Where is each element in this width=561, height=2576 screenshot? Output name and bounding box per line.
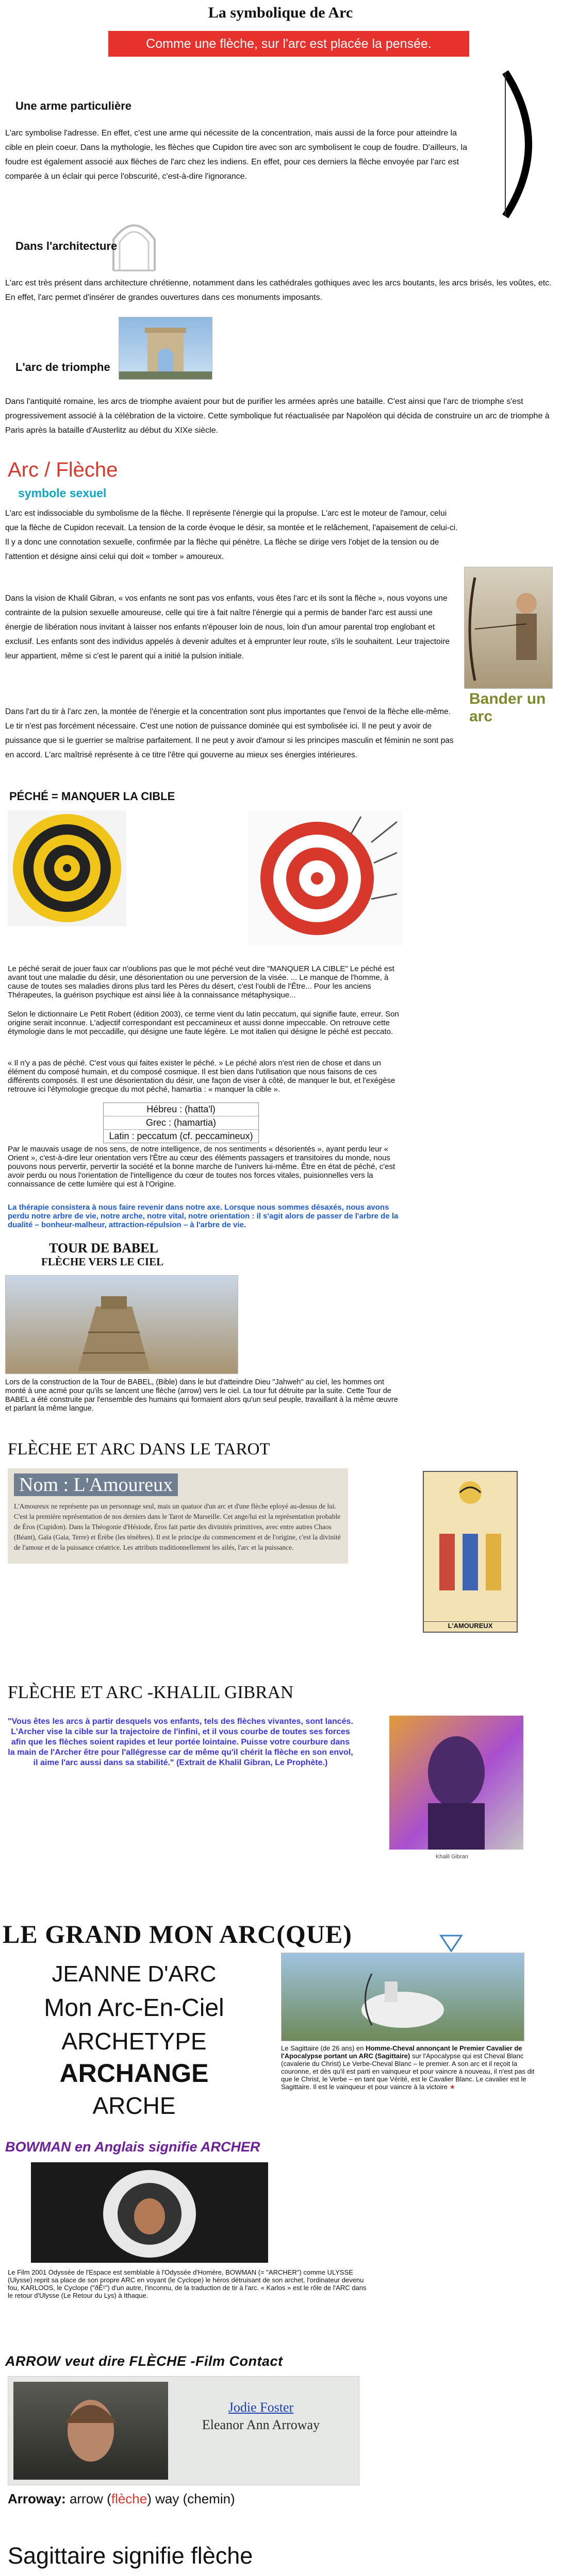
- arc-word-archange: ARCHANGE: [59, 2059, 209, 2088]
- caption-bander-un-arc: Bander un arc: [469, 690, 546, 725]
- peche-text-5: La thérapie consistera à nous faire revenir dans notre axe. Lorsque nous sommes désaxés, nous avons perdu notre arbre de vie, notre arche, notre vital, notre orientation : il s'agit alors de passer de l'arbre de la dualité – bonheur-malheur, attraction-répulsion – à l'arbre de vie.: [8, 1203, 399, 1229]
- bowman-caption: Le Film 2001 Odyssée de l'Espace est semblable à l'Odyssée d'Homère, BOWMAN (= "ARCHER") comme ULYSSE (Ulysse) reprit sa place de son propre ARC en voyant (le Cyclope) le héros détruisant de son archet, l'ordinateur devenu fou, KARLOOS, le Cyclope ("ðÊ¹") d'un autre, l'inconnu, de la traduction de tir à l'arc. « Karlos » est le rôle de l'ARC dans le retour d'Ulysse (Le Retour du Lys) à Ithaque.: [8, 2268, 367, 2299]
- contact-panel: [8, 2376, 359, 2485]
- sagittarius-caption-emph: Homme-Cheval annonçant le Premier Cavalier de l'Apocalypse portant un ARC (Sagittaire): [281, 2044, 522, 2060]
- tarot-card-image: [423, 1471, 518, 1633]
- section-text-arc-fleche-2: Dans la vision de Khalil Gibran, « vos enfants ne sont pas vos enfants, vous êtes l'arc et ils sont la flèche », nous voyons une contrainte de la pulsion sexuelle amoureuse, celle qui tire à fait naître l'énergie qui a permis de bander l'arc est aussi une énergie de libération nous invitant à laisser nos enfants n'épouser loin de nous, loin d'un amour parental trop englobant et exclusif. Les enfants sont des individus appelés à devenir adultes et à emprunter leur route, s'ils le souhaitent. Leur trajectoire leur appartient, même si c'est le parent qui a initié la pulsion initiale.: [5, 594, 450, 660]
- section-title-architecture: Dans l'architecture: [15, 240, 118, 252]
- arc-word-archetype: ARCHETYPE: [61, 2028, 207, 2055]
- arroway-paren-close: ) way (chemin): [147, 2491, 235, 2506]
- arroway-line: [8, 2491, 235, 2507]
- sagittarius-horse-image: [281, 1953, 524, 2041]
- etymology-row: Hébreu : (hatta'l): [146, 1104, 216, 1114]
- arc-word-arc-en-ciel: Mon Arc-En-Ciel: [44, 1994, 224, 2022]
- section-title-babel: TOUR DE BABEL: [49, 1241, 158, 1256]
- arrow-down-icon: [438, 1933, 464, 1954]
- section-title-peche: PÉCHÉ = MANQUER LA CIBLE: [9, 790, 175, 803]
- etymology-row: Grec : (hamartia): [104, 1116, 258, 1129]
- section-subtitle-symbole: symbole sexuel: [18, 486, 107, 500]
- target-with-arrows-icon: [248, 811, 402, 945]
- page-title: La symbolique de Arc: [208, 4, 353, 21]
- arc-word-jeanne: JEANNE D'ARC: [52, 1961, 217, 1987]
- sagittarius-caption-intro: Le Sagittaire (de 26 ans) en: [281, 2044, 366, 2052]
- arc-de-triomphe-image: [119, 317, 212, 380]
- arroway-paren-open: (: [103, 2491, 111, 2506]
- section-text-arc-fleche-1: L'arc est indissociable du symbolisme de la flèche. Il représente l'énergie qui la propulse. L'arc est le moteur de l'amour, celui que la flèche de Cupidon recevait. La tension de la corde évoque le désir, sa montée et le relâchement, l'apaisement de celui-ci. Il y a donc une connotation sexuelle, confirmée par la flèche qui pénètre. La flèche se dirige vers l'objet de la tension ou de l'attention et désigne ainsi celui qui doit « tomber » amoureux.: [5, 509, 458, 561]
- sagittarius-caption-rest: sur l'Apocalypse qui est Cheval Blanc (cavalerie du Christ) Le Verbe-Cheval Blanc – le premier. A son arc et il reçoit la couronne, et dès qu'il est parti en vainqueur et pour vaincre à nouveau, il n'est pas dit que le Christ, le Verbe – en tant que Vérité, est le Cavalier Blanc. Le cavalier est le Sagittaire.: [281, 2052, 535, 2091]
- star-icon: ★: [449, 2083, 456, 2091]
- tarot-subtitle: Nom : L'Amoureux: [14, 1473, 178, 1496]
- contact-names: [178, 2400, 343, 2433]
- sagittarius-caption-end: Il est le vainqueur et pour vaincre à la victoire: [313, 2083, 448, 2091]
- tarot-text: L'Amoureux ne représente pas un personnage seul, mais un quatuor d'un arc et d'une flèche eployé au-dessus de lui. C'est la première représentation de nos derniers dans le Tarot de Marseille. Cet ange/lui est la représentation probable de Éros (Cupidon). Dans la Théogonie d'Hésiode, Éros fait partie des divinités primitives, avec entre autres Chaos (Béant), Gaïa (Gaia, Terre) et Érèbe (les ténèbres). Il est le principe du commencement et de l'origine, c'est la divinité de l'amour et de la puissance créatrice. Les attributs traditionnellement les ailés, l'arc et la puissance.: [14, 1502, 341, 1551]
- babel-caption: Lors de la construction de la Tour de BABEL, (Bible) dans le but d'atteindre Dieu "Jahweh" au ciel, les hommes ont monté à une acmé pour qu'ils se lancent une flèche (arrow) vers le ciel. La tour fut détruite par la suite. Cette Tour de BABEL a été construite par l'ensemble des humains qui formaient alors qu'un seul peuple, travaillant à la même œuvre et parlant la même langue.: [5, 1378, 398, 1413]
- section-text-architecture: L'arc est très présent dans architecture chrétienne, notamment dans les cathédrales gothiques avec les arcs boutants, les arcs brisés, les voûtes, etc. En effet, l'arc permet d'insérer de grandes ouvertures dans ces monuments imposants.: [5, 279, 552, 302]
- section-title-gibran: FLÈCHE ET ARC -KHALIL GIBRAN: [8, 1682, 294, 1702]
- arroway-word-arrow: arrow: [69, 2491, 103, 2506]
- section-title-arc-de-triomphe: L'arc de triomphe: [15, 361, 110, 374]
- section-title-grand-mon-arc: LE GRAND MON ARC(QUE): [3, 1920, 352, 1948]
- tour-de-babel-image: [5, 1275, 238, 1374]
- header-banner-text: Comme une flèche, sur l'arc est placée la pensée.: [146, 36, 432, 51]
- section-text-une-arme: L'arc symbolise l'adresse. En effet, c'est une arme qui nécessite de la concentration, mais aussi de la force pour atteindre la cible en plein coeur. Dans la mythologie, les flèches que Cupidon tire avec son arc symbolisent le coup de foudre. D'ailleurs, la foudre est également associé aux flèches de l'arc chez les indiens. En effet, pour ces derniers la flèche envoyée par l'arc est comparée à un éclair qui perce l'obscurité, c'est-à-dire l'ignorance.: [5, 129, 467, 181]
- bow-icon: [495, 67, 541, 222]
- section-text-arc-de-triomphe: Dans l'antiquité romaine, les arcs de triomphe avaient pour but de purifier les armées après une bataille. C'est ainsi que l'arc de triomphe s'est progressivement associé à la célébration de la victoire. Cette symbolique fut réactualisée par Napoléon qui décida de construire un arc de triomphe à Paris après la bataille d'Austerlitz au début du XIXe siècle.: [5, 397, 550, 435]
- peche-text-4: Par le mauvais usage de nos sens, de notre intelligence, de nos sentiments « désorientés », ayant perdu leur « Orient », c'est-à-dire leur orientation vers l'Être au cœur des éléments passagers et transitoires du monde, nous pouvons nous pervertir, pervertir la société et la bonne marche de l'univers lui-même. Être en état de péché, c'est avoir perdu ou nous l'orientation de l'intelligence du cœur de toutes nos forces vitales, puisionnelles vers la connaissance de cette lumière qui est à l'Origine.: [8, 1145, 395, 1189]
- tarot-card-label: L'AMOUREUX: [424, 1621, 517, 1630]
- peche-text-3: « Il n'y a pas de péché. C'est vous qui faites exister le péché. » Le péché alors n'est rien de chose et dans un élément du composé humain, et du composé cosmique. Il est bien dans l'utilisation que nous faisons de ces différents composés. Il est une désorientation du désir, une façon de viser à côté, de manquer le but, et l'exégèse retrouve ici l'étymologie grecque du mot péché, hamartia : « manquer la cible ».: [8, 1059, 395, 1094]
- arc-word-arche: ARCHE: [92, 2092, 176, 2119]
- gibran-photo: [389, 1716, 523, 1850]
- sagittarius-caption: [281, 2044, 541, 2091]
- etymology-table: [103, 1103, 259, 1143]
- gibran-photo-label: Khalil Gibran: [436, 1854, 468, 1860]
- jodie-foster-photo: [13, 2382, 168, 2480]
- section-title-une-arme: Une arme particulière: [15, 99, 131, 112]
- section-title-arc-fleche: Arc / Flèche: [8, 459, 118, 481]
- eleanor-name: Eleanor Ann Arroway: [202, 2417, 320, 2432]
- peche-text-2: Selon le dictionnaire Le Petit Robert (édition 2003), ce terme vient du latin peccatum, qui signifie faute, erreur. Son origine serait inconnue. L'adjectif correspondant est peccamineux et aussi donne impeccable. On retrouve cette étymologie dans le mot peccadille, qui désigne une faute légère. Le mot italien qui désigne le péché est peccato.: [8, 1010, 399, 1036]
- arroway-word-fleche: flèche: [111, 2491, 147, 2506]
- peche-text-1: Le péché serait de jouer faux car n'oublions pas que le mot péché veut dire "MANQUER LA CIBLE" Le péché est avant tout une maladie du désir, une désorientation ou une perversion de la visée. ... Le manque de l'homme, à cause de toutes ses maladies dirons plus tard les Pères du désert, c'est l'oubli de l'Être... Pour les anciens Thérapeutes, la guérison psychique est ainsi liée à la connaissance métaphysique...: [8, 964, 394, 999]
- section-subtitle-babel: FLÈCHE VERS LE CIEL: [41, 1256, 164, 1268]
- section-title-arrow: ARROW veut dire FLÈCHE -Film Contact: [5, 2353, 283, 2369]
- etymology-row: Latin : peccatum (cf. peccamineux): [104, 1129, 258, 1143]
- gibran-quote: "Vous êtes les arcs à partir desquels vos enfants, tels des flèches vivantes, sont lancés. L'Archer vise la cible sur la trajectoire de l'infini, et il vous courbe de toutes ses forces afin que les flèches soient rapides et leur portée lointaine. Puisse votre courbure dans la main de l'Archer être pour l'allégresse car de même qu'il chérit la flèche en son envol, il aime l'arc aussi dans sa stabilité." (Extrait de Khalil Gibran, Le Prophète.): [8, 1717, 353, 1767]
- target-icon: [8, 810, 126, 926]
- section-title-sagittaire: Sagittaire signifie flèche: [8, 2543, 253, 2569]
- arroway-prefix: Arroway:: [8, 2491, 66, 2506]
- section-text-arc-fleche-3: Dans l'art du tir à l'arc zen, la montée de l'énergie et la concentration sont plus importantes que l'envoi de la flèche elle-même. Le tir n'est pas forcément nécessaire. C'est une notion de puissance dominée qui est symbolisée ici. Il ne peut y avoir de puissance que si le guerrier se maîtrise parfaitement. Il ne peut y avoir d'amour si les principes masculin et féminin ne sont pas en accord. L'arc maîtrisé représente à ce titre l'être qui gouverne au mieux ses énergies intérieures.: [5, 707, 454, 759]
- bowman-photo: [31, 2162, 268, 2263]
- archer-photo: [464, 567, 553, 689]
- section-title-tarot: FLÈCHE ET ARC DANS LE TAROT: [8, 1440, 270, 1459]
- header-banner: [108, 31, 469, 57]
- tarot-text-box: [8, 1468, 348, 1564]
- link-jodie-foster[interactable]: Jodie Foster: [228, 2400, 294, 2415]
- section-title-bowman: BOWMAN en Anglais signifie ARCHER: [5, 2139, 260, 2155]
